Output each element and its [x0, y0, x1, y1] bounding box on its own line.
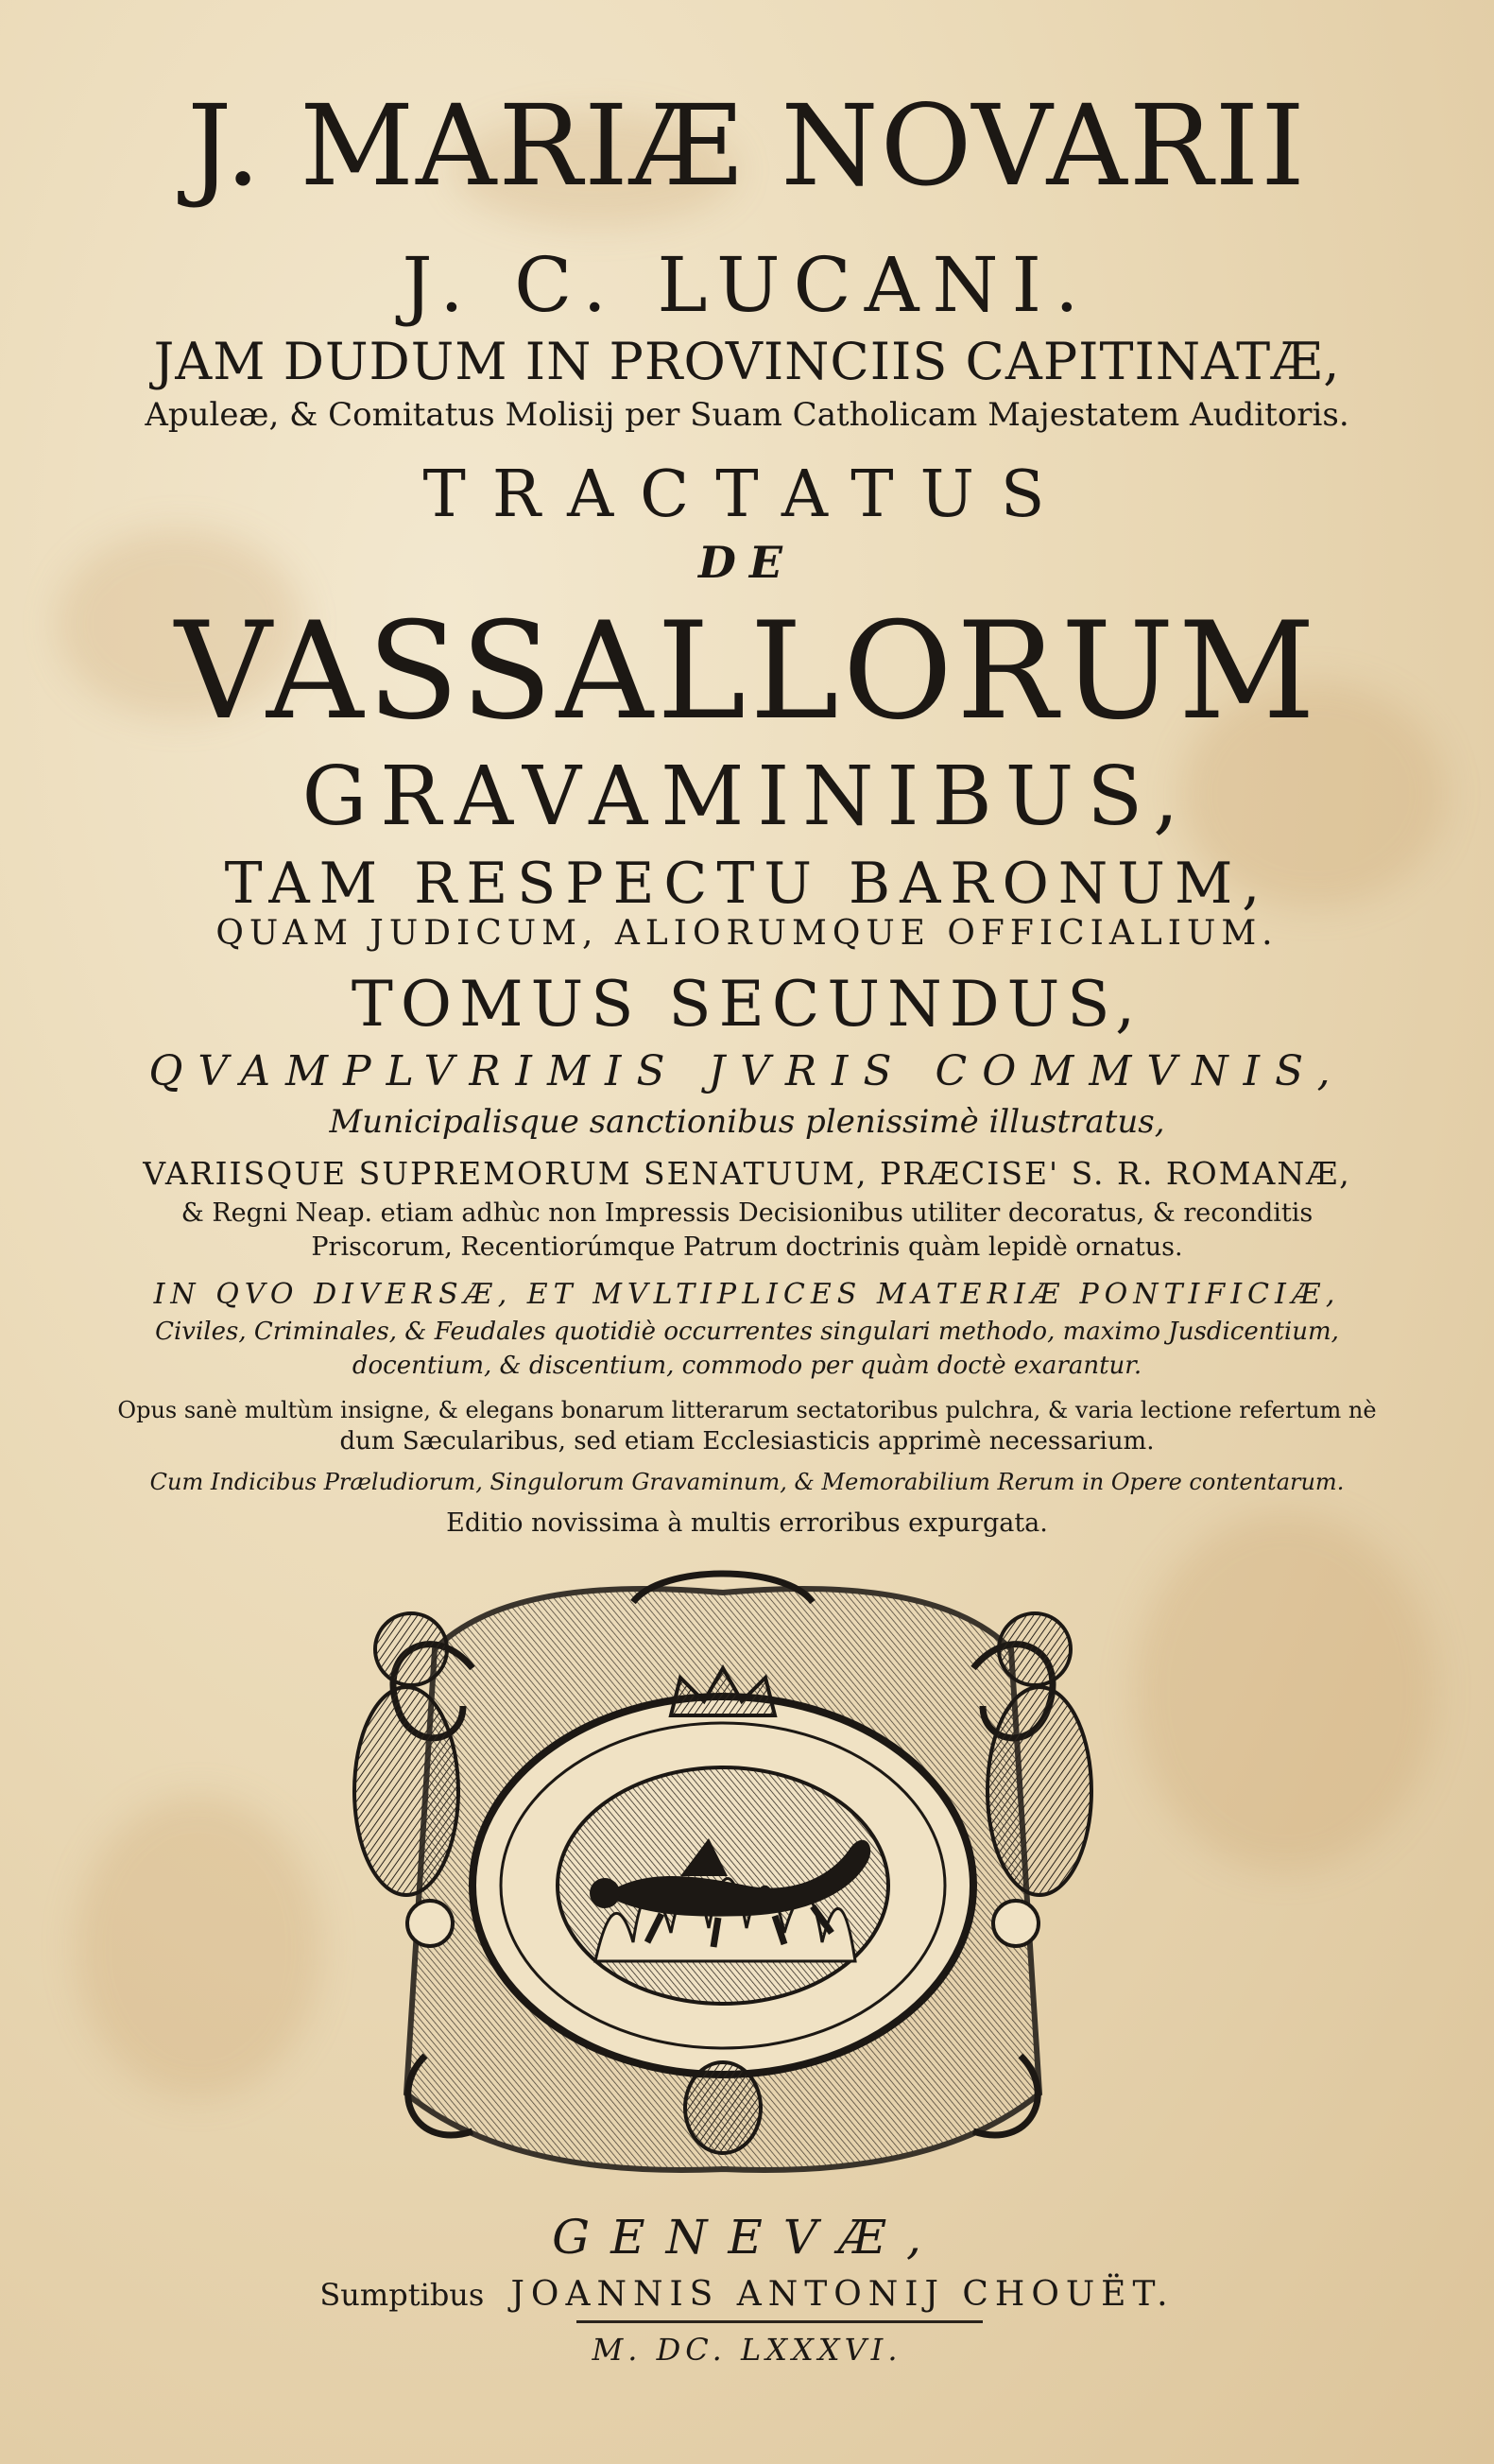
description-3: VARIISQUE SUPREMORUM SENATUUM, PRÆCISE' S. R. ROMANÆ, — [143, 1155, 1351, 1192]
volume-line: TOMUS SECUNDUS, — [351, 968, 1143, 1041]
description-10: dum Sæcularibus, sed etiam Ecclesiasticis apprimè necessarium. — [339, 1427, 1155, 1456]
description-1: QVAMPLVRIMIS JVRIS COMMVNIS, — [148, 1047, 1346, 1095]
description-9: Opus sanè multùm insigne, & elegans bonarum litterarum sectatoribus pulchra, & varia lectione refertum nè — [117, 1397, 1377, 1423]
indices-line: Cum Indicibus Præludiorum, Singulorum Gravaminum, & Memorabilium Rerum in Opere contentarum. — [149, 1469, 1345, 1495]
imprint-city: GENEVÆ, — [552, 2210, 942, 2265]
scope-line-2: QUAM JUDICUM, ALIORUMQUE OFFICIALIUM. — [215, 914, 1279, 953]
author-sub: J. C. LUCANI. — [402, 241, 1092, 329]
title-main: VASSALLORUM — [174, 594, 1320, 750]
description-7: Civiles, Criminales, & Feudales quotidiè occurrentes singulari methodo, maximo Jusdicentium, — [155, 1318, 1339, 1346]
author-line: J. MARIÆ NOVARII — [187, 80, 1307, 211]
edition-line: Editio novissima à multis erroribus expurgata. — [446, 1508, 1048, 1538]
imprint-year: M. DC. LXXXVI. — [592, 2332, 902, 2368]
work-label: TRACTATUS — [422, 457, 1072, 532]
description-2: Municipalisque sanctionibus plenissimè illustratus, — [329, 1103, 1165, 1141]
imprint-rule — [576, 2320, 983, 2323]
description-6: IN QVO DIVERSÆ, ET MVLTIPLICES MATERIÆ PONTIFICIÆ, — [153, 1278, 1341, 1311]
printer-device-woodcut — [321, 1564, 1125, 2188]
office-line-2: Apuleæ, & Comitatus Molisij per Suam Catholicam Majestatem Auditoris. — [145, 396, 1349, 434]
imprint-publisher: JOANNIS ANTONIJ CHOUËT. — [510, 2275, 1175, 2314]
description-5: Priscorum, Recentiorúmque Patrum doctrinis quàm lepidè ornatus. — [311, 1232, 1183, 1262]
imprint-publisher-line — [38, 2275, 1456, 2314]
de-word: DE — [698, 537, 796, 588]
description-4: & Regni Neap. etiam adhùc non Impressis Decisionibus utiliter decoratus, & reconditis — [180, 1198, 1314, 1228]
scope-line-1: TAM RESPECTU BARONUM, — [224, 851, 1270, 917]
title-second: GRAVAMINIBUS, — [301, 750, 1193, 844]
description-8: docentium, & discentium, commodo per quàm doctè exarantur. — [352, 1352, 1142, 1380]
office-line-1: JAM DUDUM IN PROVINCIIS CAPITINATÆ, — [153, 332, 1341, 391]
imprint-sumptibus: Sumptibus — [319, 2277, 485, 2313]
